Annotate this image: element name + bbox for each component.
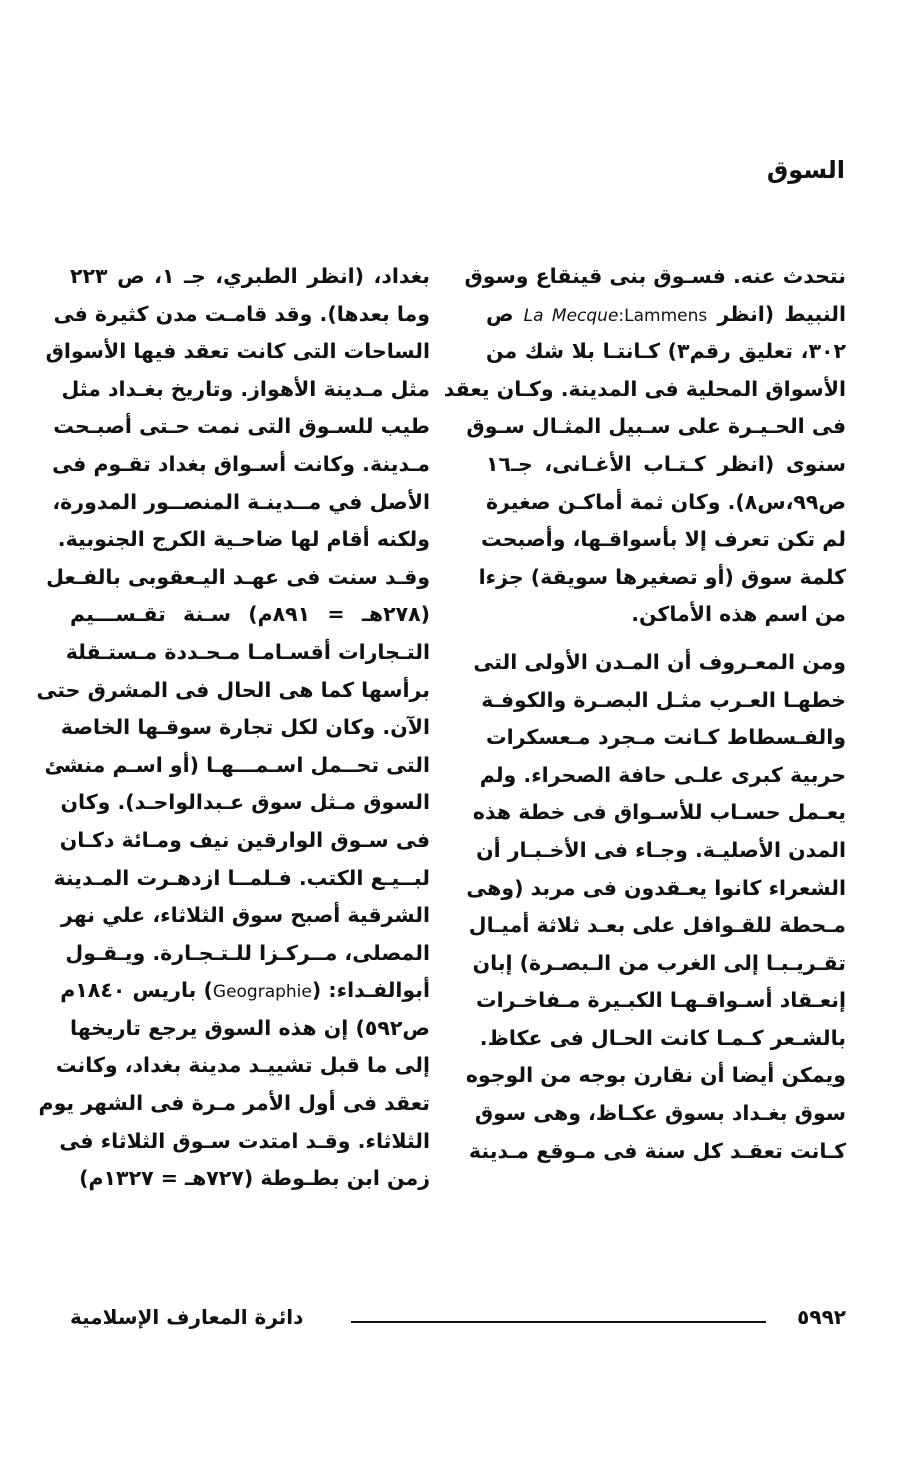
text-line: سنوى (انظر كـتـاب الأغـانى، جـ١٦	[486, 451, 846, 476]
footer-rule	[351, 1321, 766, 1323]
text-line: يعـمل حسـاب للأسـواق فى خطة هذه	[472, 800, 846, 825]
text-line: لم تكن تعرف إلا بأسواقـها، وأصبحت	[481, 527, 846, 552]
column-right	[443, 258, 847, 1170]
text-line: المدن الأصليـة. وجـاء فى الأخـبـار أن	[476, 837, 846, 862]
text-line: تقـريـبـا إلى الغرب من الـبصـرة) إبان	[472, 950, 846, 975]
text-line: مـدينة. وكانت أسـواق بغداد تقـوم فى	[52, 451, 430, 476]
text-line: برأسها كما هى الحال فى المشرق حتى	[36, 677, 430, 702]
text-line: وقـد سنت فى عهـد اليـعقوبى بالفـعل	[46, 564, 430, 589]
text-line: الأصل في مــدينـة المنصــور المدورة،	[52, 489, 430, 514]
text-line: الآن. وكان لكل تجارة سوقـها الخاصة	[60, 715, 430, 740]
text-line: إلى ما قبل تشييـد مدينة بغداد، وكانت	[55, 1053, 430, 1078]
text-line: (٢٧٨هـ = ٨٩١م) سـنة تقـســـيم	[70, 602, 430, 627]
latin-citation: Geographie	[212, 982, 312, 1003]
text-line: ص٥٩٢) إن هذه السوق يرجع تاريخها	[70, 1015, 430, 1040]
text-line: والفـسطاط كـانت مـجرد مـعسكرات	[486, 725, 846, 750]
latin-citation: La Mecque:Lammens	[523, 305, 708, 326]
text-line: بغداد، (انظر الطبري، جـ ١، ص ٢٢٣	[70, 264, 431, 288]
text-line: ويمكن أيضا أن نقارن بوجه من الوجوه	[465, 1063, 846, 1088]
text-line: فى الحـيـرة على سـبيل المثـال سـوق	[466, 414, 846, 439]
text-line: سوق بغـداد بسوق عكـاظ، وهى سوق	[474, 1101, 846, 1126]
publication-title: دائرة المعارف الإسلامية	[70, 1305, 304, 1329]
text-line: الساحات التى كانت تعقد فيها الأسواق	[45, 339, 430, 364]
text-line: لبــيـع الكتب. فـلمــا ازدهـرت المـدينة	[53, 865, 430, 890]
text-line: من اسم هذه الأماكن.	[631, 602, 846, 627]
text-line: حربية كبرى علـى حافة الصحراء. ولم	[479, 762, 846, 787]
text-line: الشعراء كانوا يعـقدون فى مربد (وهى	[466, 875, 846, 900]
text-line: السوق مـثل سوق عـبدالواحـد). وكان	[60, 790, 430, 815]
text-line: إنعـقاد أسـواقـهـا الكبـيرة مـفاخـرات	[476, 988, 846, 1013]
text-line: تعقد فى أول الأمر مـرة فى الشهر يوم	[38, 1091, 430, 1116]
text-line-citation: أبوالفـداء: (Geographie) باريس ١٨٤٠م	[60, 978, 430, 1003]
text-line: الثلاثاء. وقـد امتدت سـوق الثلاثاء فى	[59, 1128, 430, 1153]
text-line: طيب للسـوق التى نمت حـتى أصبـحت	[53, 414, 430, 439]
text-line: وما بعدها). وقد قامـت مدن كثيرة فى	[53, 301, 430, 326]
text-line: ٣٠٢، تعليق رقم٣) كـانتـا بلا شك من	[486, 339, 846, 364]
text-line: كـانت تعقـد كل سنة فى مـوقع مـدينة	[468, 1138, 846, 1163]
text-line: كلمة سوق (أو تصغيرها سويقة) جزءا	[478, 564, 846, 589]
page-footer	[70, 1305, 846, 1337]
text-line: ومن المعـروف أن المـدن الأولى التى	[473, 649, 846, 674]
text-line: نتحدث عنه. فسـوق بنى قينقاع وسوق	[464, 264, 846, 288]
text-line: المصلى، مــركـزا للـتـجـارة. ويـقـول	[65, 940, 430, 965]
text-line: ص٩٩،س٨). وكان ثمة أماكـن صغيرة	[485, 489, 846, 514]
text-line: ولكنه أقام لها ضاحـية الكرج الجنوبية.	[57, 527, 430, 552]
text-line: الشرقية أصبح سوق الثلاثاء، علي نهر	[61, 903, 430, 928]
paragraph-1	[443, 258, 847, 634]
text-line: خطهـا العـرب مثـل البصـرة والكوفـة	[481, 687, 846, 712]
paragraph-2	[465, 644, 846, 1170]
text-line-citation: النبيط (انظر La Mecque:Lammens ص	[486, 301, 847, 326]
text-line: مـحطة للقـوافل على بعـد ثلاثة أميـال	[468, 913, 846, 938]
page-number: ٥٩٩٢	[797, 1305, 846, 1329]
column-left	[36, 258, 431, 1198]
text-line: زمن ابن بطـوطة (٧٢٧هـ = ١٣٢٧م)	[79, 1166, 430, 1191]
text-line: الأسواق المحلية فى المدينة. وكـان يعقد	[443, 376, 846, 401]
text-line: التى تحــمل اسـمـــهـا (أو اسـم منشئ	[44, 752, 430, 777]
text-line: التـجارات أقسـامـا مـحـددة مـستـقلة	[65, 639, 430, 664]
page-header: السوق	[766, 156, 845, 184]
text-line: فى سـوق الوارقين نيف ومـائة دكـان	[59, 827, 430, 852]
text-line: مثل مـدينة الأهواز. وتاريخ بغـداد مثل	[61, 376, 430, 401]
text-line: بالشـعر كـمـا كانت الحـال فى عكاظ.	[479, 1025, 846, 1050]
